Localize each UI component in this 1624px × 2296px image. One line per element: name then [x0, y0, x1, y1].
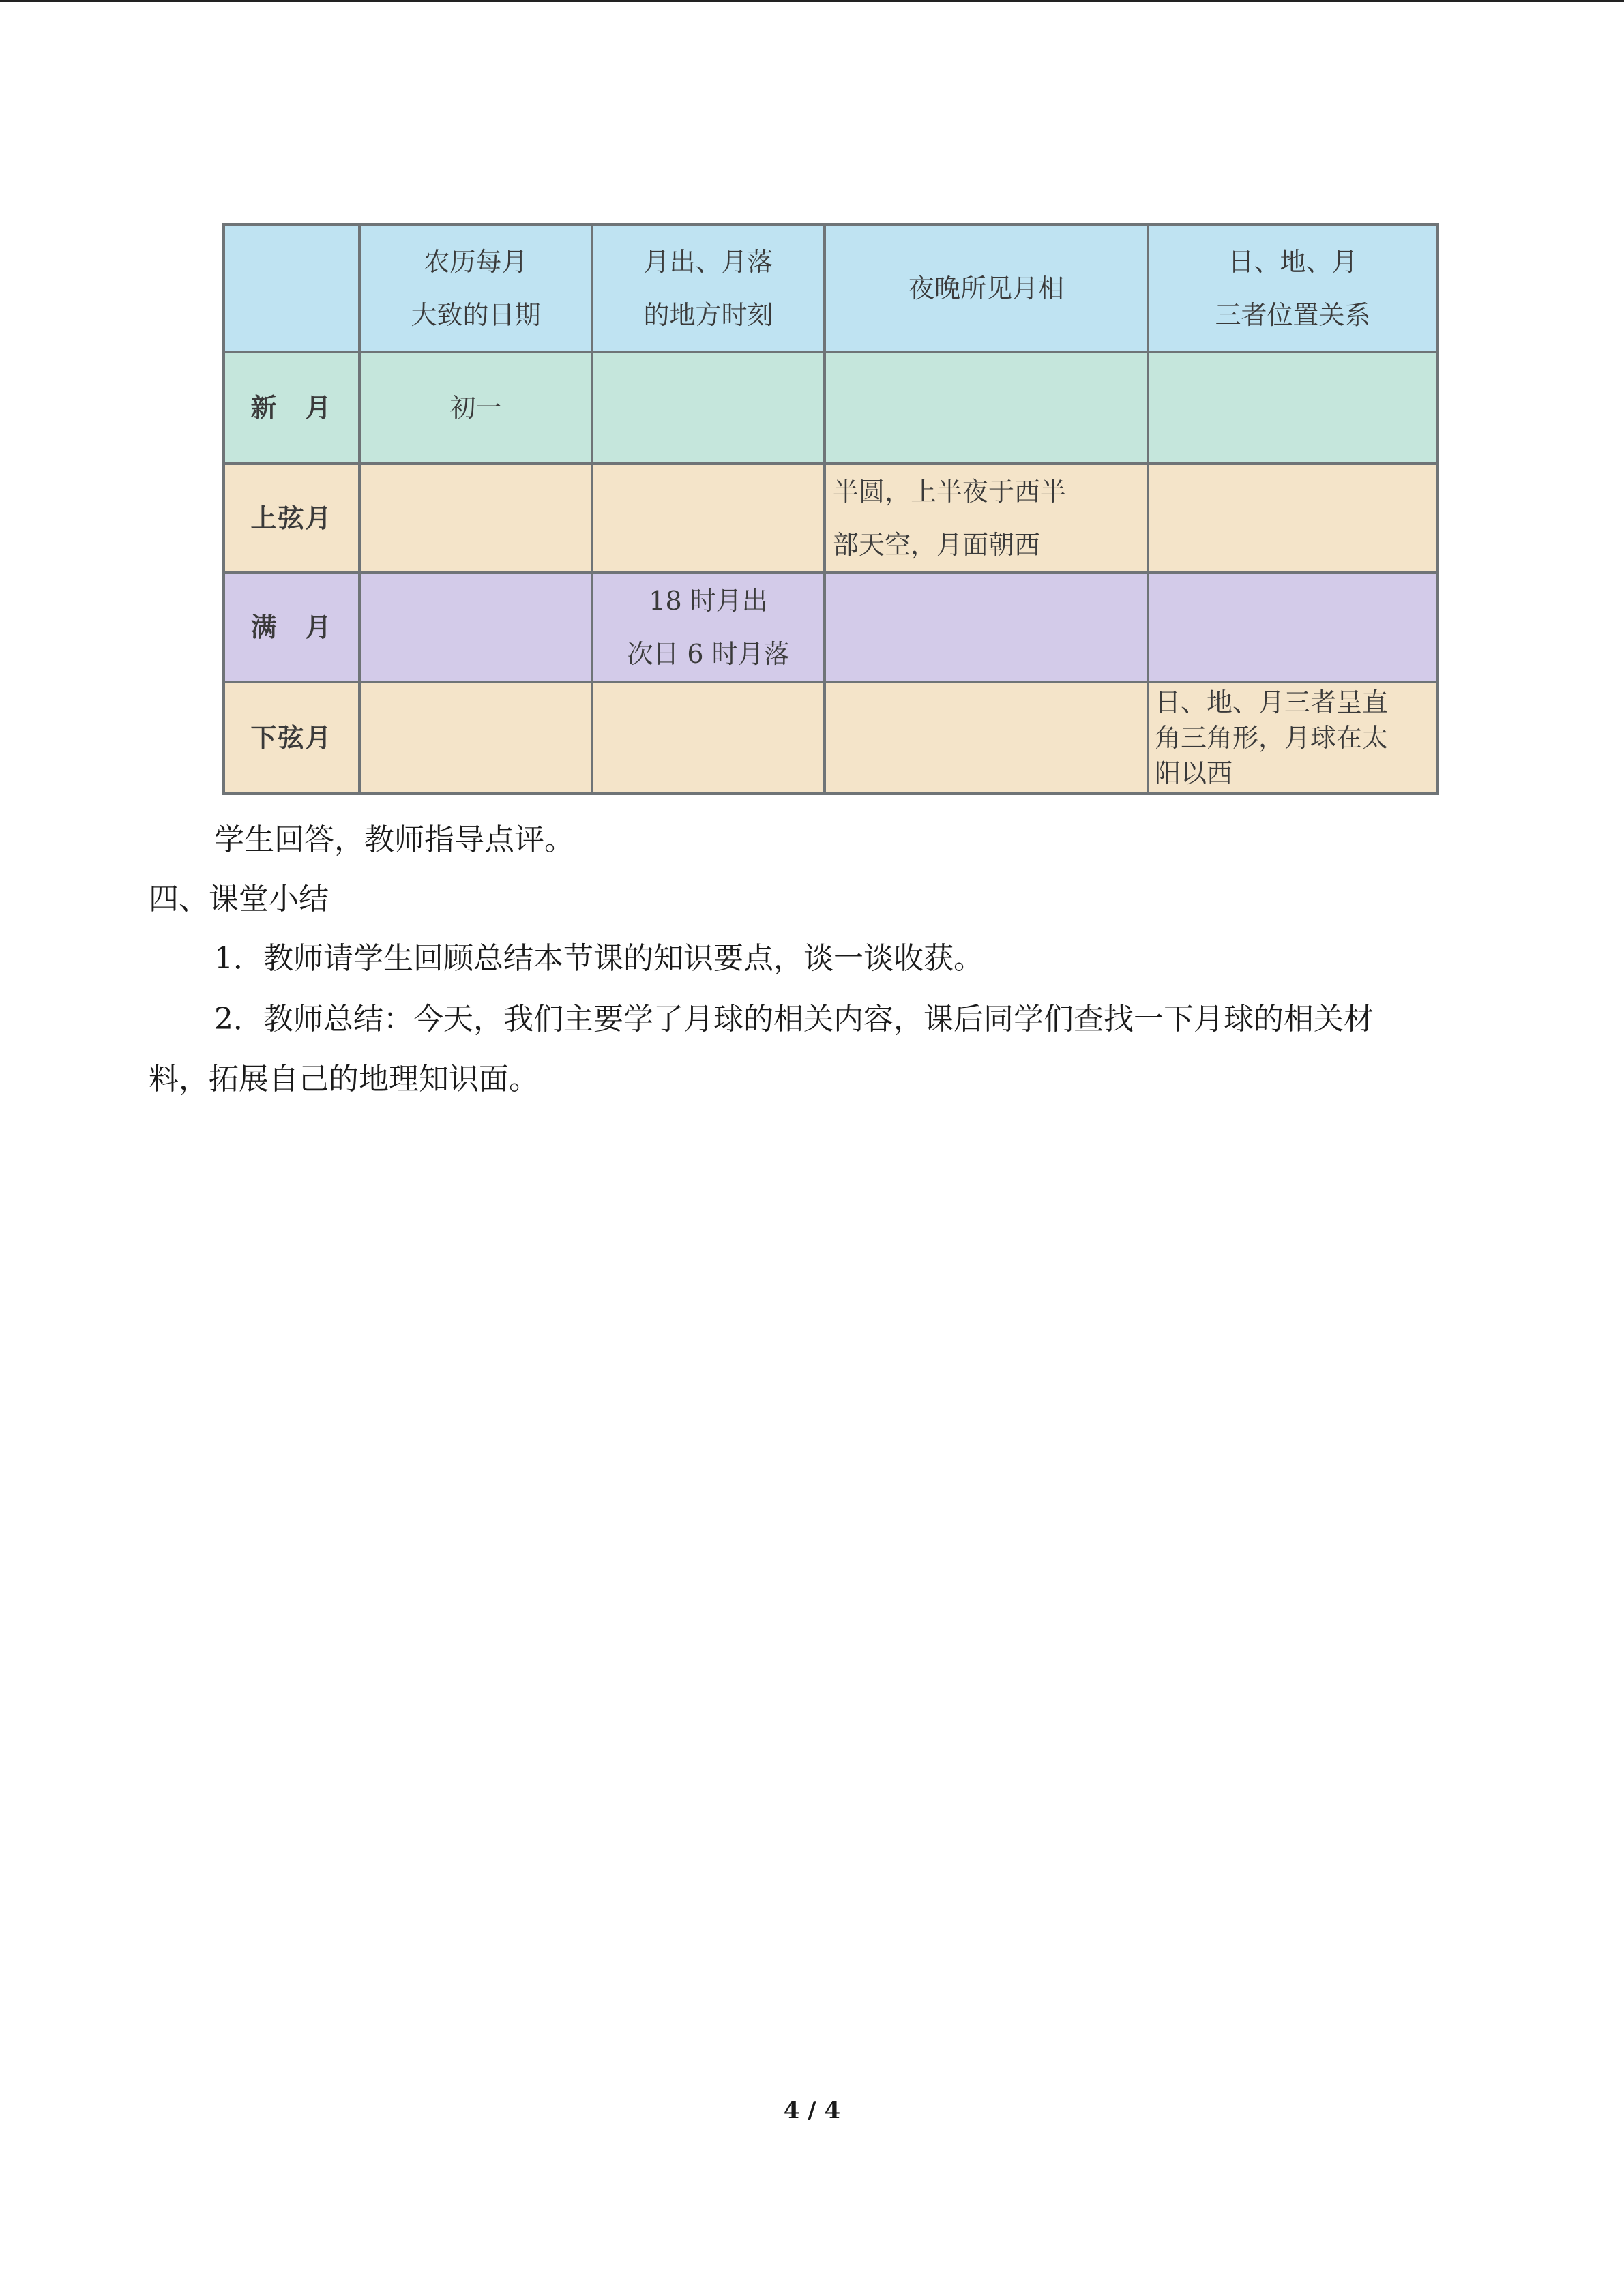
moon-phase-table: [222, 223, 1439, 795]
table-row-last-quarter: [224, 682, 1438, 794]
cell-full-moon-time: 18 时月出 次日 6 时月落: [592, 573, 825, 682]
table-header-row: [224, 224, 1438, 352]
cell-last-quarter-time: [592, 682, 825, 794]
cell-first-quarter-position: [1148, 464, 1438, 573]
cell-last-quarter-position: 日、地、月三者呈直 角三角形，月球在太 阳以西: [1148, 682, 1438, 794]
row-label-last-quarter: 下弦月: [224, 682, 359, 794]
cell-first-quarter-date: [359, 464, 592, 573]
summary-item-1: 1．教师请学生回顾总结本节课的知识要点，谈一谈收获。: [214, 941, 984, 976]
header-moon-phase: 夜晚所见月相: [825, 224, 1148, 352]
cell-last-quarter-date: [359, 682, 592, 794]
header-empty-cell: [224, 224, 359, 352]
table-row-new-moon: [224, 352, 1438, 464]
row-label-full-moon: 满 月: [224, 573, 359, 682]
cell-new-moon-position: [1148, 352, 1438, 464]
cell-first-quarter-phase: 半圆，上半夜于西半 部天空，月面朝西: [825, 464, 1148, 573]
header-lunar-date: 农历每月 大致的日期: [359, 224, 592, 352]
cell-full-moon-phase: [825, 573, 1148, 682]
cell-new-moon-time: [592, 352, 825, 464]
header-moonrise-moonset: 月出、月落 的地方时刻: [592, 224, 825, 352]
row-label-new-moon: 新 月: [224, 352, 359, 464]
cell-full-moon-position: [1148, 573, 1438, 682]
page-number: 4 / 4: [783, 2097, 841, 2124]
cell-full-moon-date: [359, 573, 592, 682]
row-label-first-quarter: 上弦月: [224, 464, 359, 573]
cell-first-quarter-time: [592, 464, 825, 573]
cell-new-moon-phase: [825, 352, 1148, 464]
table-row-first-quarter: [224, 464, 1438, 573]
header-position-relation: 日、地、月 三者位置关系: [1148, 224, 1438, 352]
cell-new-moon-date: 初一: [359, 352, 592, 464]
section-heading-summary: 四、课堂小结: [149, 882, 329, 916]
cell-last-quarter-phase: [825, 682, 1148, 794]
table-row-full-moon: [224, 573, 1438, 682]
top-rule: [0, 0, 1624, 2]
summary-item-2-line-2: 料，拓展自己的地理知识面。: [149, 1062, 539, 1097]
student-answer-text: 学生回答，教师指导点评。: [214, 822, 574, 857]
summary-item-2-line-1: 2．教师总结：今天，我们主要学了月球的相关内容，课后同学们查找一下月球的相关材: [214, 1002, 1374, 1037]
